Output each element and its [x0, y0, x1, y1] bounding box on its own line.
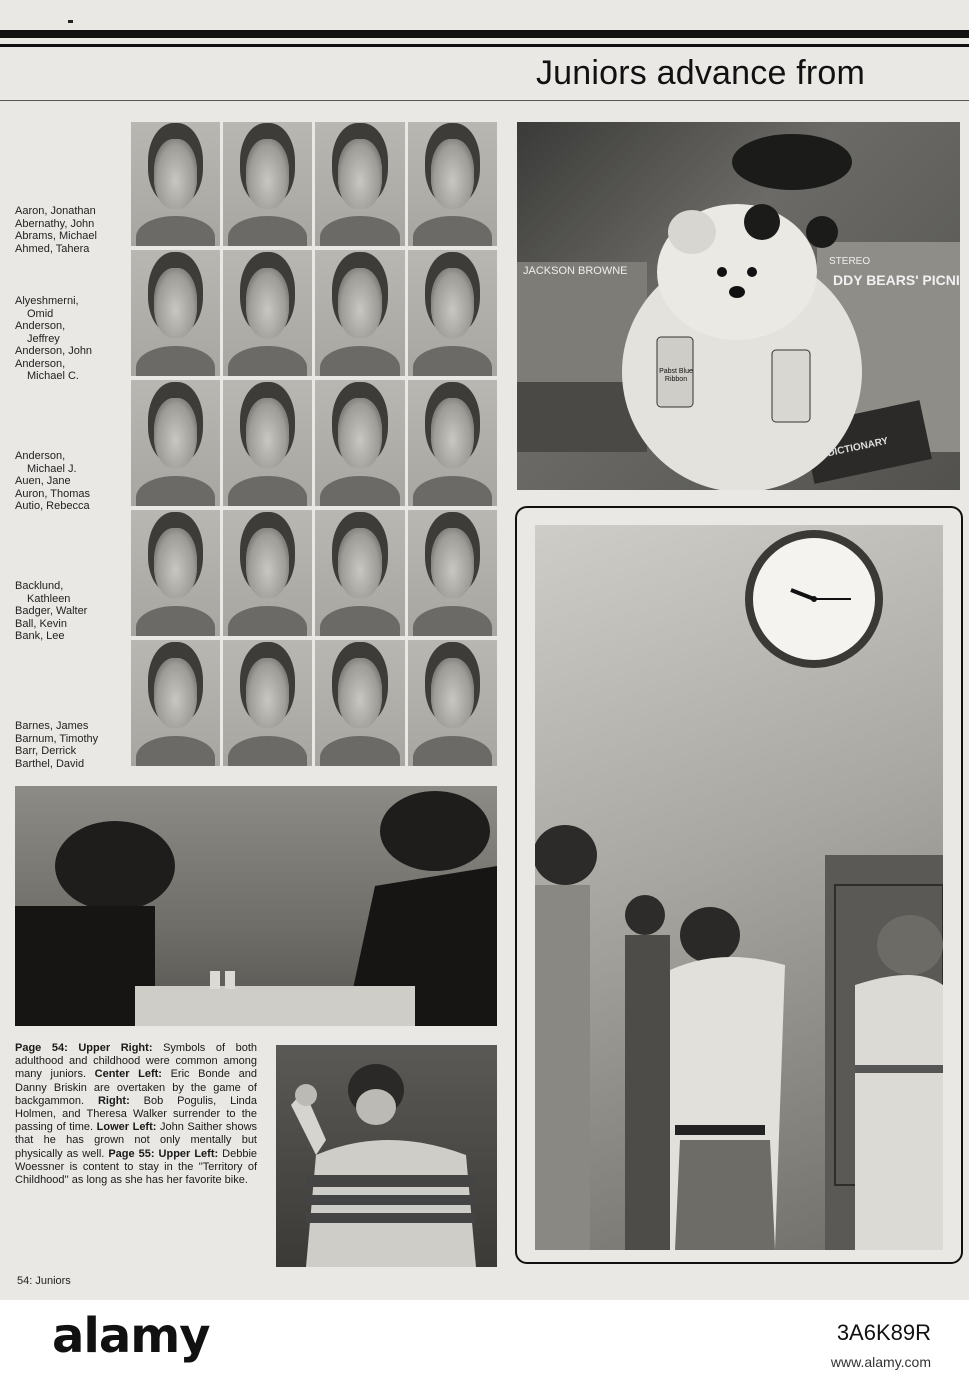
- portrait: [315, 122, 405, 246]
- name-list-row-4: [15, 580, 127, 643]
- still-life-illustration: [517, 122, 960, 490]
- student-name: Barr, Derrick: [15, 745, 77, 757]
- flexing-photo: [276, 1045, 497, 1267]
- student-name: Anderson,: [15, 357, 66, 370]
- portrait: [223, 250, 312, 376]
- student-name: Backlund,: [15, 580, 64, 592]
- watermark-url: www.alamy.com: [830, 1354, 931, 1370]
- student-name: Michael C.: [27, 370, 79, 382]
- student-name: Ball, Kevin: [15, 617, 67, 630]
- portrait: [131, 122, 220, 246]
- portrait: [408, 640, 497, 766]
- student-name: Barnes, James: [15, 720, 89, 732]
- wall-clock: [745, 530, 883, 668]
- portrait: [223, 380, 312, 506]
- book-title: DICTIONARY: [826, 435, 890, 460]
- portrait: [223, 510, 312, 636]
- portrait: [131, 510, 220, 636]
- caption-text: John Saither shows that he has grown not only mentally but physically as well.: [15, 1121, 258, 1160]
- top-rule-thick: [0, 30, 969, 38]
- portrait: [131, 250, 220, 376]
- album-label-left: JACKSON BROWNE: [523, 265, 628, 277]
- portrait: [408, 122, 497, 246]
- portrait: [315, 510, 405, 636]
- portrait: [408, 250, 497, 376]
- student-name: Alyeshmerni,: [15, 295, 79, 307]
- name-list-row-2: [15, 295, 127, 383]
- student-name: Abrams, Michael: [15, 230, 97, 242]
- student-name: Auron, Thomas: [15, 487, 91, 500]
- portrait: [223, 122, 312, 246]
- student-name: Michael J.: [27, 462, 77, 475]
- student-name: Autio, Rebecca: [15, 500, 90, 512]
- caption-label: Page 55: Upper Left:: [108, 1147, 219, 1160]
- flexing-illustration: [276, 1045, 497, 1267]
- name-list-row-3: [15, 450, 127, 513]
- header-underline: [0, 100, 969, 101]
- backgammon-photo: [15, 786, 497, 1026]
- photo-caption: [15, 1042, 257, 1187]
- student-name: Jeffrey: [27, 332, 60, 345]
- backgammon-illustration: [15, 786, 497, 1026]
- corner-mark: [68, 20, 73, 23]
- caption-label: Page 54: Upper Right:: [15, 1042, 153, 1054]
- portrait: [131, 640, 220, 766]
- name-list-row-1: [15, 205, 127, 255]
- portrait: [315, 640, 405, 766]
- student-name: Anderson,: [15, 450, 66, 462]
- portrait: [408, 510, 497, 636]
- top-rule-thin: [0, 44, 969, 47]
- student-name: Omid: [27, 307, 54, 320]
- caption-text: Debbie Woessner is content to stay in the ''Territory of Childhood'' as long as she has her favorite bike.: [15, 1147, 258, 1187]
- hallway-illustration: [535, 525, 943, 1250]
- can-label: Pabst Blue Ribbon: [659, 368, 693, 383]
- watermark-logo: alamy: [52, 1308, 210, 1364]
- portrait: [315, 250, 405, 376]
- portrait: [315, 380, 405, 506]
- student-name: Bank, Lee: [15, 630, 65, 642]
- student-name: Barnum, Timothy: [15, 732, 99, 745]
- portrait: [408, 380, 497, 506]
- student-name: Anderson,: [15, 320, 66, 332]
- page-folio: 54: Juniors: [17, 1275, 71, 1287]
- student-name: Aaron, Jonathan: [15, 205, 96, 217]
- student-name: Kathleen: [27, 592, 71, 605]
- student-name: Abernathy, John: [15, 217, 95, 230]
- portrait: [223, 640, 312, 766]
- caption-text: Symbols of both adulthood and childhood were common among many juniors.: [15, 1042, 258, 1081]
- name-list-row-5: [15, 720, 127, 770]
- caption-text: Bob Pogulis, Linda Holmen, and Theresa Walker surrender to the passing of time.: [15, 1094, 258, 1134]
- student-name: Anderson, John: [15, 345, 93, 357]
- student-name: Barthel, David: [15, 757, 85, 770]
- watermark-footer: [0, 1300, 969, 1390]
- caption-label: Right:: [97, 1094, 130, 1107]
- teddy-bear-photo: [517, 122, 960, 490]
- portrait: [131, 380, 220, 506]
- hallway-photo: [535, 525, 943, 1250]
- image-id: 3A6K89R: [836, 1320, 931, 1345]
- student-name: Badger, Walter: [15, 605, 88, 617]
- album-label-stereo: STEREO: [829, 256, 871, 267]
- caption-label: Center Left:: [94, 1068, 162, 1081]
- student-name: Auen, Jane: [15, 475, 71, 487]
- caption-text: Eric Bonde and Danny Briskin are overtaken by the game of backgammon.: [15, 1068, 257, 1107]
- student-name: Ahmed, Tahera: [15, 242, 90, 255]
- clock-hands: [753, 538, 875, 660]
- page-title: Juniors advance from: [535, 54, 865, 92]
- album-title-right: DDY BEARS' PICNI: [833, 272, 960, 288]
- caption-label: Lower Left:: [96, 1121, 157, 1134]
